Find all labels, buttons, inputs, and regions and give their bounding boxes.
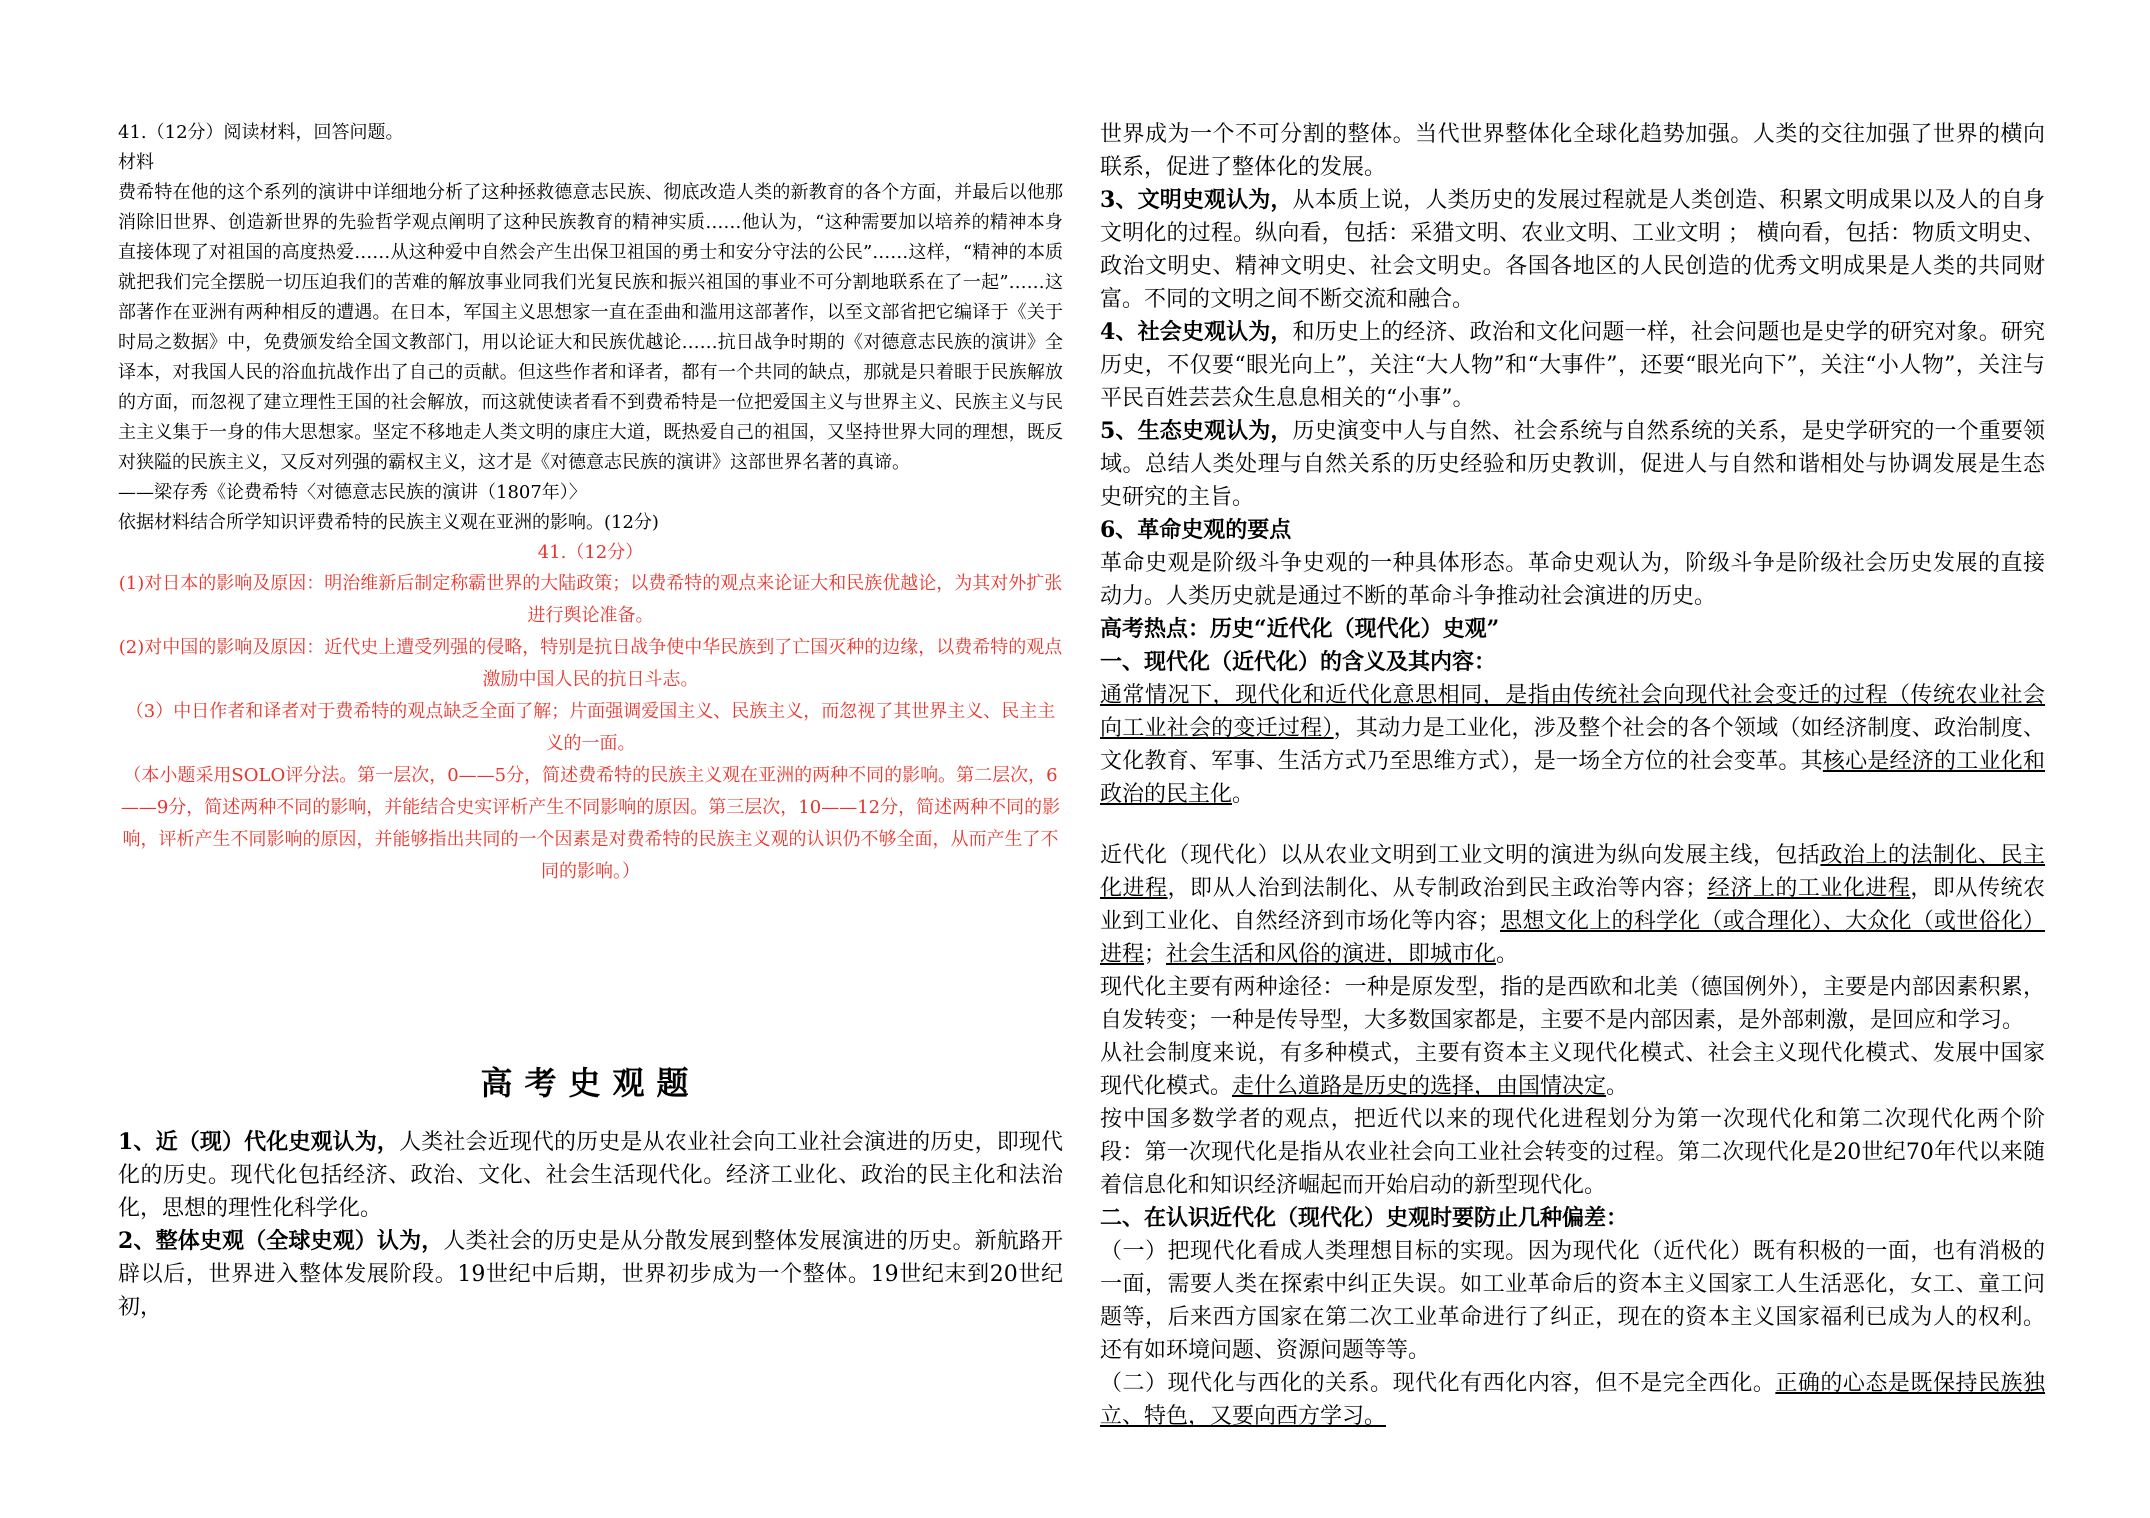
s2-part-3: ，即从传统农业到工业化、自然经济到市场化等内容；: [1100, 876, 2045, 934]
s2-underline-3: 思想文化上的科学化（或合理化）、大众化（或世俗化）进程: [1100, 909, 2045, 967]
hot-topic-title: 高考热点：历史“近代化（现代化）史观”: [1100, 616, 1500, 642]
material-source: ——梁存秀《论费希特〈对德意志民族的演讲（1807年）〉: [118, 482, 587, 503]
subsection-1-heading: [1100, 646, 2045, 679]
subsection-5-text: 按中国多数学者的观点，把近代以来的现代化进程划分为第一次现代化和第二次现代化两个阶段：第一次现代化是指从农业社会向工业社会转变的过程。第二次现代化是20世纪70年代以来随着信息化和知识经济崛起而开始启动的新型现代化。: [1100, 1107, 2045, 1198]
paragraph-1: [118, 1126, 1063, 1225]
paragraph-2-text: 人类社会的历史是从分散发展到整体发展演进的历史。新航路开辟以后，世界进入整体发展阶段。19世纪中后期，世界初步成为一个整体。19世纪末到20世纪初，: [118, 1229, 1063, 1320]
subsection-3-text: 现代化主要有两种途径：一种是原发型，指的是西欧和北美（德国例外），主要是内部因素积累，自发转变；一种是传导型，大多数国家都是，主要不是内部因素，是外部刺激，是回应和学习。: [1100, 975, 2045, 1033]
s2-part-5: 。: [1496, 942, 1519, 967]
underlined-core: 核心是经济的工业化和政治的民主化: [1100, 749, 2045, 807]
answer-point-1: (1)对日本的影响及原因：明治维新后制定称霸世界的大陆政策；以费希特的观点来论证大和民族优越论，为其对外扩张进行舆论准备。: [118, 573, 1063, 626]
paragraph-5-text: 历史演变中人与自然、社会系统与自然系统的关系，是史学研究的一个重要领域。总结人类处理与自然关系的历史经验和历史教训，促进人与自然和谐相处与协调发展是生态史研究的主旨。: [1100, 419, 2045, 510]
paragraph-1-text: 人类社会近现代的历史是从农业社会向工业社会演进的历史，即现代化的历史。现代化包括经济、政治、文化、社会生活现代化。经济工业化、政治的民主化和法治化，思想的理性化科学化。: [118, 1130, 1063, 1221]
paragraph-3-lead: 3、文明史观认为，: [1100, 187, 1293, 213]
s8-part-1: （二）现代化与西化的关系。现代化有西化内容，但不是完全西化。: [1100, 1371, 1776, 1396]
paragraph-1-lead: 1、近（现）代化史观认为，: [118, 1129, 400, 1155]
s2-part-1: 近代化（现代化）以从农业文明到工业文明的演进为纵向发展主线，包括: [1100, 843, 1821, 868]
s4-part-1: 从社会制度来说，有多种模式，主要有资本主义现代化模式、社会主义现代化模式、发展中国家现代化模式。: [1100, 1041, 2045, 1099]
answer-point-3: （3）中日作者和译者对于费希特的观点缺乏全面了解；片面强调爱国主义、民族主义，而忽视了其世界主义、民主主义的一面。: [125, 701, 1056, 754]
left-column: [118, 118, 1063, 1324]
paragraph-5-lead: 5、生态史观认为，: [1100, 418, 1293, 444]
question-task: 依据材料结合所学知识评费希特的民族主义观在亚洲的影响。(12分): [118, 512, 659, 533]
material-label: 材料: [118, 152, 154, 173]
s8-underline-1: 正确的心态是既保持民族独立、特色，又要向西方学习。: [1100, 1371, 2045, 1429]
paragraph-5: [1100, 415, 2045, 514]
paragraph-4: [1100, 316, 2045, 415]
subsection-4-text: [1100, 1037, 2045, 1103]
answer-point-2: (2)对中国的影响及原因：近代史上遭受列强的侵略，特别是抗日战争使中华民族到了亡国灭种的边缘，以费希特的观点激励中国人民的抗日斗志。: [118, 637, 1063, 690]
subsection-8-text: [1100, 1367, 2045, 1433]
s2-underline-4: 社会生活和风俗的演进，即城市化: [1166, 942, 1497, 967]
subsection-1-end: 。: [1232, 782, 1255, 807]
underlined-definition: 通常情况下，现代化和近代化意思相同，是指由传统社会向现代社会变迁的过程（传统农业社会向工业社会的变迁过程）: [1100, 683, 2045, 741]
s2-part-2: ，即从人治到法制化、从专制政治到民主政治等内容；: [1167, 876, 1708, 901]
s2-underline-1: 政治上的法制化、民主化进程: [1100, 843, 2045, 901]
paragraph-3-text: 从本质上说，人类历史的发展过程就是人类创造、积累文明成果以及人的自身文明化的过程。纵向看，包括：采猎文明、农业文明、工业文明 ； 横向看，包括：物质文明史、政治文明史、精神文明史、社会文明史。各国各地区的人民创造的优秀文明成果是人类的共同财富。不同的文明之间不断交流和融合。: [1100, 188, 2045, 312]
paragraph-6-heading: [1100, 514, 2045, 547]
scoring-note: （本小题采用SOLO评分法。第一层次，0——5分，简述费希特的民族主义观在亚洲的两种不同的影响。第二层次，6——9分，简述两种不同的影响，并能结合史实评析产生不同影响的原因。第三层次，10——12分，简述两种不同的影响，评析产生不同影响的原因，并能够指出共同的一个因素是对费希特的民族主义观的认识仍不够全面，从而产生了不同的影响。）: [120, 765, 1061, 882]
question-heading: 41.（12分）阅读材料，回答问题。: [118, 122, 404, 143]
paragraph-2: [118, 1225, 1063, 1324]
paragraph-2-lead: 2、整体史观（全球史观）认为，: [118, 1228, 444, 1254]
subsection-6-title: 二、在认识近代化（现代化）史观时要防止几种偏差：: [1100, 1205, 1629, 1231]
right-column: [1100, 118, 2045, 1433]
s4-part-2: 。: [1606, 1074, 1629, 1099]
hot-topic-heading: [1100, 613, 2045, 646]
s2-underline-2: 经济上的工业化进程: [1707, 876, 1911, 901]
paragraph-6-text: 革命史观是阶级斗争史观的一种具体形态。革命史观认为，阶级斗争是阶级社会历史发展的直接动力。人类历史就是通过不断的革命斗争推动社会演进的历史。: [1100, 551, 2045, 609]
paragraph-4-lead: 4、社会史观认为，: [1100, 319, 1293, 345]
section-title: 高考史观题: [480, 1064, 701, 1102]
subsection-6-heading: [1100, 1202, 2045, 1235]
paragraph-2-continued: 世界成为一个不可分割的整体。当代世界整体化全球化趋势加强。人类的交往加强了世界的横向联系，促进了整体化的发展。: [1100, 122, 2045, 180]
subsection-2-text: [1100, 839, 2045, 971]
paragraph-4-text: 和历史上的经济、政治和文化问题一样，社会问题也是史学的研究对象。研究历史，不仅要“眼光向上”，关注“大人物”和“大事件”，还要“眼光向下”，关注“小人物”，关注与平民百姓芸芸众生息息相关的“小事”。: [1100, 320, 2045, 411]
paragraph-6-lead: 6、革命史观的要点: [1100, 517, 1292, 543]
s2-part-4: ；: [1144, 942, 1167, 967]
paragraph-3: [1100, 184, 2045, 316]
material-text: 费希特在他的这个系列的演讲中详细地分析了这种拯救德意志民族、彻底改造人类的新教育的各个方面，并最后以他那消除旧世界、创造新世界的先验哲学观点阐明了这种民族教育的精神实质……他认为，“这种需要加以培养的精神本身直接体现了对祖国的高度热爱……从这种爱中自然会产生出保卫祖国的勇士和安分守法的公民”……这样，“精神的本质就把我们完全摆脱一切压迫我们的苦难的解放事业同我们光复民族和振兴祖国的事业不可分割地联系在了一起”……这部著作在亚洲有两种相反的遭遇。在日本，军国主义思想家一直在歪曲和滥用这部著作，以至文部省把它编译于《关于时局之数据》中，免费颁发给全国文教部门，用以论证大和民族优越论……抗日战争时期的《对德意志民族的演讲》全译本，对我国人民的浴血抗战作出了自己的贡献。但这些作者和译者，都有一个共同的缺点，那就是只着眼于民族解放的方面，而忽视了建立理性王国的社会解放，而这就使读者看不到费希特是一位把爱国主义与世界主义、民族主义与民主主义集于一身的伟大思想家。坚定不移地走人类文明的康庄大道，既热爱自己的祖国，又坚持世界大同的理想，既反对狭隘的民族主义，又反对列强的霸权主义，这才是《对德意志民族的演讲》这部世界名著的真谛。: [118, 182, 1063, 473]
subsection-1-body: ，其动力是工业化，涉及整个社会的各个领域（如经济制度、政治制度、文化教育、军事、生活方式乃至思维方式），是一场全方位的社会变革。其: [1100, 716, 2045, 774]
subsection-7-text: （一）把现代化看成人类理想目标的实现。因为现代化（近代化）既有积极的一面，也有消极的一面，需要人类在探索中纠正失误。如工业革命后的资本主义国家工人生活恶化，女工、童工问题等，后来西方国家在第二次工业革命进行了纠正，现在的资本主义国家福利已成为人的权利。还有如环境问题、资源问题等等。: [1100, 1239, 2045, 1363]
subsection-1-title: 一、现代化（近代化）的含义及其内容：: [1100, 649, 1497, 675]
s4-underline-1: 走什么道路是历史的选择，由国情决定: [1232, 1074, 1607, 1099]
answer-heading: 41.（12分）: [537, 542, 644, 563]
subsection-1-text: [1100, 679, 2045, 811]
question-41: [118, 118, 1063, 538]
